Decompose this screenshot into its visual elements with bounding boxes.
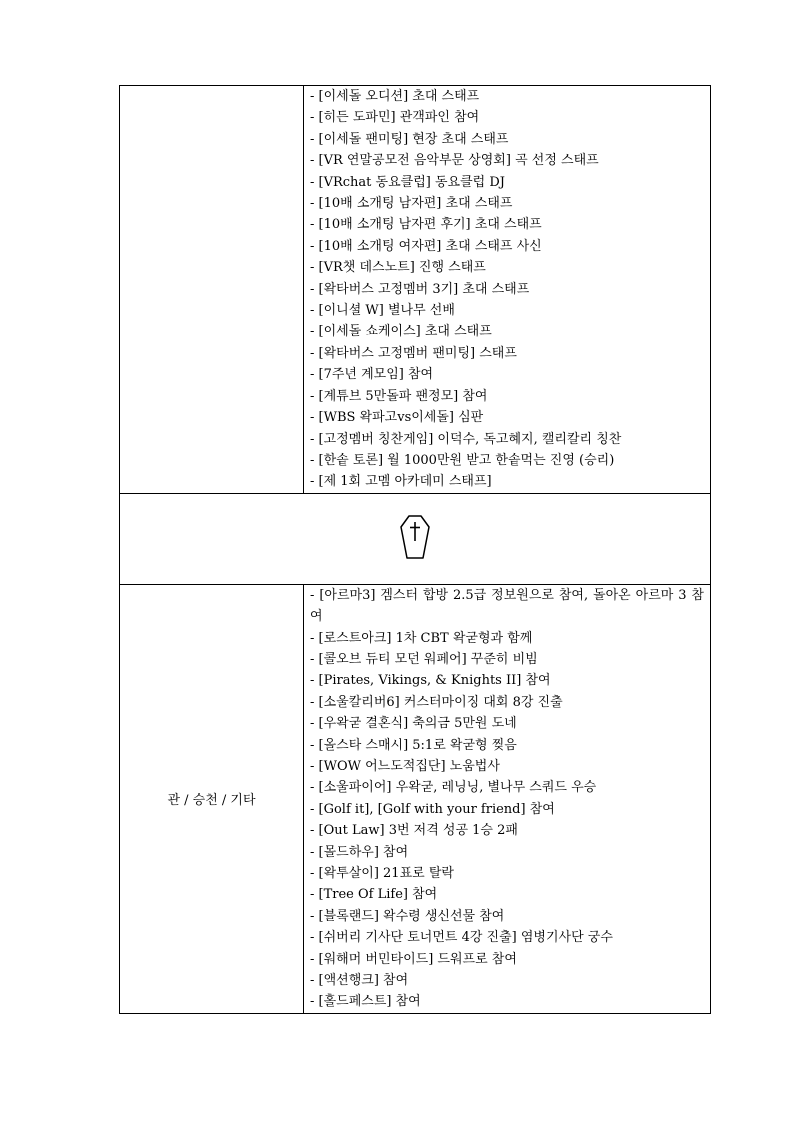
profile-table (119, 85, 711, 1014)
list-item: - [쉬버리 기사단 토너먼트 4강 진출] 염병기사단 궁수 (310, 930, 613, 946)
list-item: - [10배 소개팅 남자편 후기] 초대 스태프 (310, 217, 542, 233)
list-item: - [왁투살이] 21표로 탈락 (310, 866, 454, 881)
list-item: - [소울칼리버6] 커스터마이징 대회 8강 진출 (310, 694, 563, 710)
list-item: - [WBS 왁파고vs이세돌] 심판 (310, 410, 484, 426)
list-item: - [몰드하우] 참여 (310, 844, 409, 860)
list-item: - [소울파이어] 우왁굳, 레닝닝, 별나무 스쿼드 우승 (310, 780, 597, 796)
list-item: - [VR챗 데스노트] 진행 스태프 (310, 260, 486, 276)
list-item: - [Pirates, Vikings, & Knights II] 참여 (310, 673, 551, 689)
games-list (304, 585, 710, 1013)
list-item: - [워해머 버민타이드] 드워프로 참여 (310, 951, 517, 967)
list-item: - [이세돌 오디션] 초대 스태프 (310, 89, 480, 104)
games-list-cell (304, 584, 711, 1013)
list-item: - [왁타버스 고정멤버 팬미팅] 스태프 (310, 345, 517, 361)
list-item: - [아르마3] 겜스터 합방 2.5급 정보원으로 참여, 돌아온 아르마 3 참여 (310, 587, 704, 625)
list-item: - [10배 소개팅 남자편] 초대 스태프 (310, 196, 513, 212)
list-item: - [이세돌 팬미팅] 현장 초대 스태프 (310, 131, 509, 147)
list-item: - [VR 연말공모전 음악부문 상영회] 곡 선정 스태프 (310, 153, 599, 169)
list-item: - [제 1회 고멤 아카데미 스태프] (310, 474, 492, 490)
games-row (120, 584, 711, 1013)
list-item: - [WOW 어느도적집단] 노움법사 (310, 758, 500, 774)
list-item: - [히든 도파민] 관객파인 참여 (310, 110, 480, 126)
staff-list-cell (304, 86, 711, 494)
list-item: - [콜오브 듀티 모던 워페어] 꾸준히 비빔 (310, 651, 538, 667)
list-item: - [액션행크] 참여 (310, 973, 409, 989)
list-item: - [Out Law] 3번 저격 성공 1승 2패 (310, 823, 518, 839)
coffin-cross-icon (400, 515, 430, 559)
list-item: - [홀드페스트] 참여 (310, 994, 421, 1010)
list-item: - [왁타버스 고정멤버 3기] 초대 스태프 (310, 281, 530, 297)
list-item: - [이세돌 쇼케이스] 초대 스태프 (310, 324, 492, 340)
coffin-cell (120, 493, 711, 584)
staff-category-cell (120, 86, 304, 494)
list-item: - [계튜브 5만돌파 팬정모] 참여 (310, 388, 488, 404)
list-item: - [우왁굳 결혼식] 축의금 5만원 도네 (310, 716, 517, 732)
list-item: - [Golf it], [Golf with your friend] 참여 (310, 801, 555, 817)
list-item: - [VRchat 동요클럽] 동요클럽 DJ (310, 174, 505, 190)
staff-row (120, 86, 711, 494)
list-item: - [이니셜 W] 별나무 선배 (310, 303, 455, 319)
list-item: - [한솥 토론] 월 1000만원 받고 한솥먹는 진영 (승리) (310, 452, 615, 468)
list-item: - [로스트아크] 1차 CBT 왁굳형과 함께 (310, 630, 533, 646)
list-item: - [고정멤버 칭찬게임] 이덕수, 독고혜지, 캘리칼리 칭찬 (310, 431, 622, 447)
list-item: - [Tree Of Life] 참여 (310, 887, 438, 903)
coffin-row (120, 493, 711, 584)
list-item: - [7주년 계모임] 참여 (310, 367, 434, 383)
list-item: - [10배 소개팅 여자편] 초대 스태프 사신 (310, 238, 542, 254)
list-item: - [블록랜드] 왁수령 생신선물 참여 (310, 908, 505, 924)
staff-list (304, 86, 710, 493)
list-item: - [올스타 스매시] 5:1로 왁굳형 찢음 (310, 737, 517, 753)
category-label: 관 / 승천 / 기타 (120, 584, 304, 1013)
